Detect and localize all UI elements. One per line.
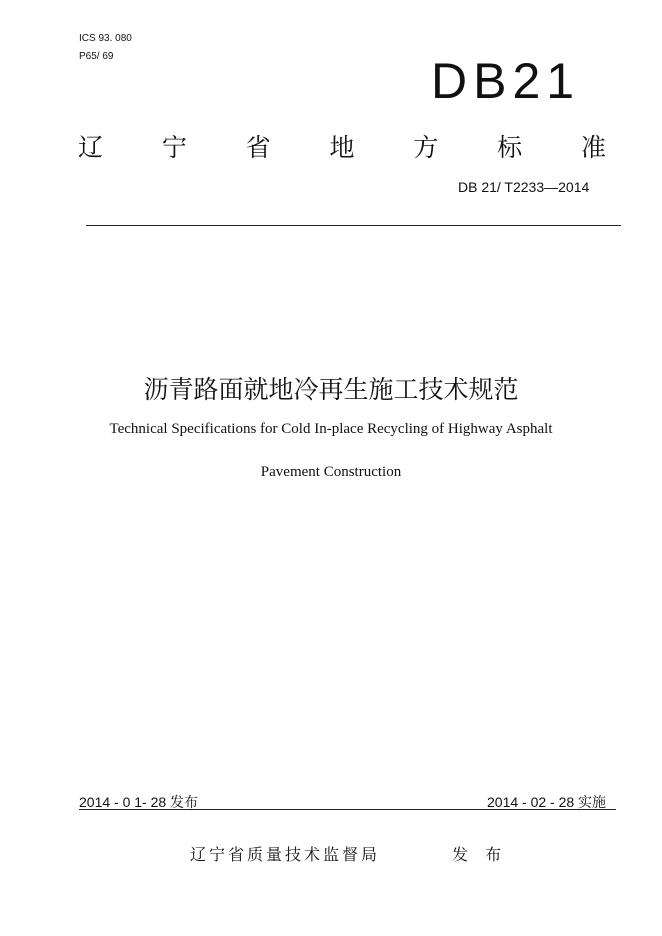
db-code: DB21: [431, 53, 581, 109]
implementation-date: 2014 - 02 - 28 实施: [487, 794, 607, 810]
document-title-cn: 沥青路面就地冷再生施工技术规范: [143, 375, 519, 404]
title-char: 辽: [78, 133, 104, 162]
publish-label: 发 布: [452, 845, 508, 864]
publisher: 辽宁省质量技术监督局: [190, 845, 381, 864]
title-char: 标: [497, 133, 523, 162]
issue-date: 2014 - 0 1- 28 发布: [79, 794, 199, 810]
standard-type-title: [78, 128, 606, 164]
header-divider: [86, 225, 621, 226]
footer-divider: [79, 809, 616, 810]
title-char: 方: [413, 133, 439, 162]
title-char: 宁: [161, 133, 187, 162]
title-char: 地: [329, 133, 355, 162]
document-title-en-line2: Pavement Construction: [260, 464, 402, 480]
ccs-code: P65/ 69: [79, 51, 114, 62]
title-char: 省: [245, 133, 271, 162]
title-char: 准: [580, 133, 606, 162]
ics-code: ICS 93. 080: [79, 33, 132, 44]
document-title-en-line1: Technical Specifications for Cold In-place Recycling of Highway Asphalt: [109, 421, 553, 437]
standard-number: DB 21/ T2233—2014: [458, 179, 590, 195]
